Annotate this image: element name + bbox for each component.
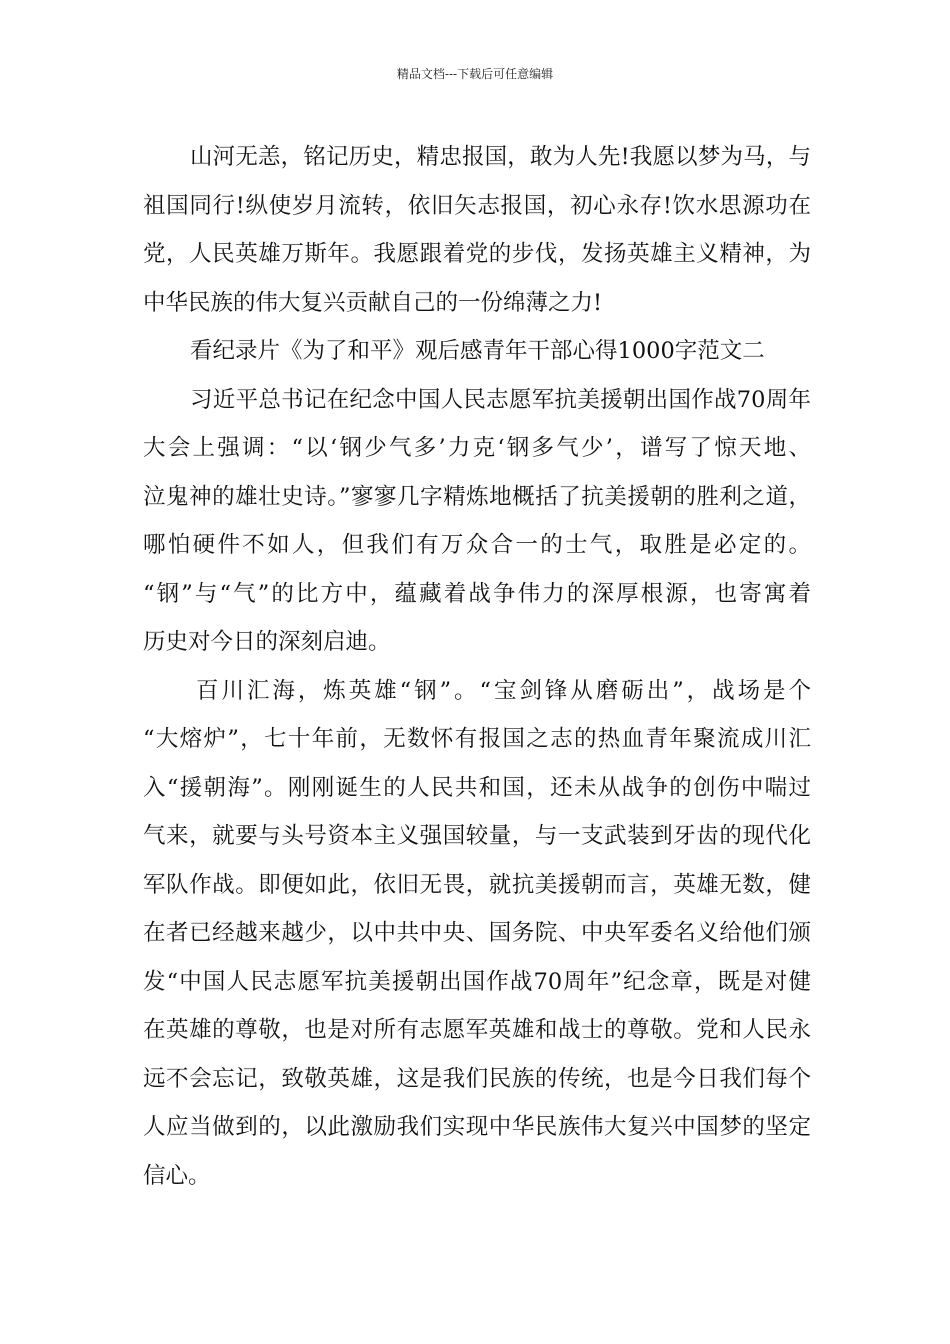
text-line: 党，人民英雄万斯年。我愿跟着党的步伐，发扬英雄主义精神，为 [143,241,811,267]
text-line: 入“援朝海”。刚刚诞生的人民共和国，还未从战争的创伤中喘过 [143,774,811,801]
text-line: 信心。 [143,1162,211,1189]
text-line: 中华民族的伟大复兴贡献自己的一份绵薄之力! [143,289,603,316]
paragraph [143,133,811,327]
text-line: 泣鬼神的雄壮史诗。”寥寥几字精炼地概括了抗美援朝的胜利之道， [143,483,811,510]
text-line: 习近平总书记在纪念中国人民志愿军抗美援朝出国作战70周年 [190,386,811,413]
paragraph [143,376,811,667]
text-line: 哪怕硬件不如人，但我们有万众合一的士气，取胜是必定的。 [143,532,811,558]
text-line: 气来，就要与头号资本主义强国较量，与一支武装到牙齿的现代化 [143,823,811,849]
text-line: 在英雄的尊敬，也是对所有志愿军英雄和战士的尊敬。党和人民永 [143,1017,811,1043]
text-line: 看纪录片《为了和平》观后感青年干部心得1000字范文二 [190,338,765,364]
text-line: 祖国同行!纵使岁月流转，依旧矢志报国，初心永存!饮水思源功在 [143,192,811,219]
text-line: 大会上强调：“以‘钢少气多’力克‘钢多气少’，谱写了惊天地、 [143,435,811,461]
paragraph [143,667,811,1201]
text-line: 在者已经越来越少，以中共中央、国务院、中央军委名义给他们颁 [143,920,811,946]
text-line: 百川汇海，炼英雄“钢”。“宝剑锋从磨砺出”，战场是个 [196,677,811,704]
text-line: “钢”与“气”的比方中，蕴藏着战争伟力的深厚根源，也寄寓着 [143,580,811,607]
text-line: 人应当做到的，以此激励我们实现中华民族伟大复兴中国梦的坚定 [143,1114,811,1140]
text-line: 山河无恙，铭记历史，精忠报国，敢为人先!我愿以梦为马，与 [190,144,811,170]
text-line: 历史对今日的深刻启迪。 [143,629,391,655]
text-line: 发“中国人民志愿军抗美援朝出国作战70周年”纪念章，既是对健 [143,968,811,995]
text-line: 军队作战。即便如此，依旧无畏，就抗美援朝而言，英雄无数，健 [143,871,811,898]
text-line: “大熔炉”，七十年前，无数怀有报国之志的热血青年聚流成川汇 [143,726,811,752]
text-line: 远不会忘记，致敬英雄，这是我们民族的传统，也是今日我们每个 [143,1065,811,1092]
page-header: 精品文档---下载后可任意编辑 [396,67,554,81]
section-title [143,327,811,376]
document-body [143,133,811,1200]
